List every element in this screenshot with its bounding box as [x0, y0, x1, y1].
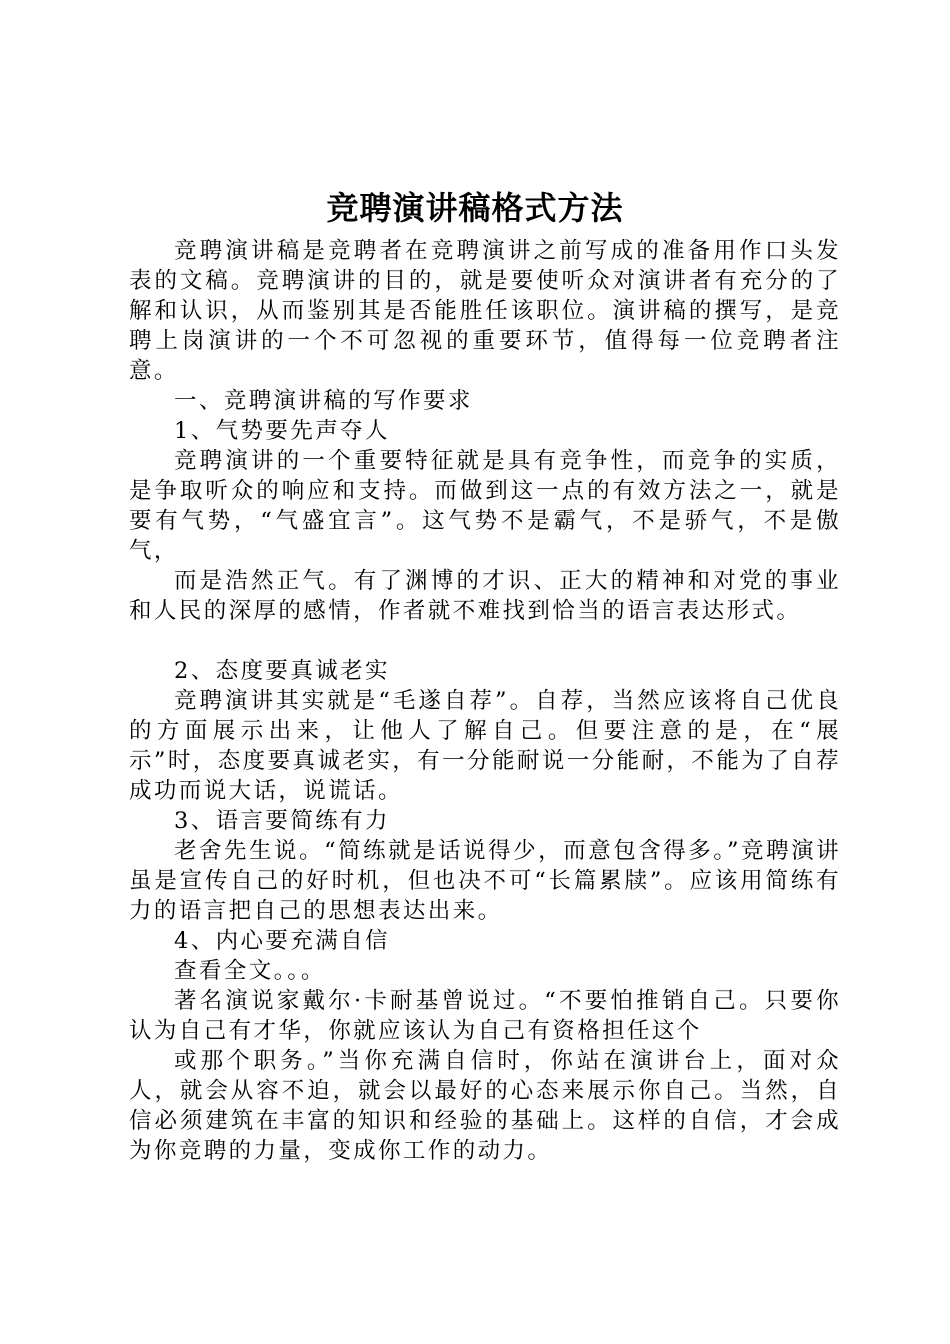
subheading-3: 3、语言要简练有力: [174, 808, 390, 834]
subheading-4: 4、内心要充满自信: [174, 928, 390, 954]
section-heading: 一、竞聘演讲稿的写作要求: [174, 388, 473, 414]
paragraph: 竞聘演讲其实就是“毛遂自荐”。自荐，当然应该将自己优良的方面展示出来，让他人了解自己。但要注意的是，在“展示”时，态度要真诚老实，有一分能耐说一分能耐，不能为了自荐成功而说大话，说谎话。: [129, 688, 841, 804]
paragraph-intro: 竞聘演讲稿是竞聘者在竞聘演讲之前写成的准备用作口头发表的文稿。竞聘演讲的目的，就是要使听众对演讲者有充分的了解和认识，从而鉴别其是否能胜任该职位。演讲稿的撰写，是竞聘上岗演讲的一个不可忽视的重要环节，值得每一位竞聘者注意。: [129, 238, 841, 384]
view-full-text: 查看全文。。。: [174, 958, 326, 984]
paragraph: 竞聘演讲的一个重要特征就是具有竞争性，而竞争的实质，是争取听众的响应和支持。而做到这一点的有效方法之一，就是要有气势，“气盛宜言”。这气势不是霸气，不是骄气，不是傲气，: [129, 448, 841, 564]
paragraph: 著名演说家戴尔·卡耐基曾说过。“不要怕推销自己。只要你认为自己有才华，你就应该认为自己有资格担任这个: [129, 988, 841, 1044]
paragraph: 或那个职务。”当你充满自信时，你站在演讲台上，面对众人，就会从容不迫，就会以最好的心态来展示你自己。当然，自信必须建筑在丰富的知识和经验的基础上。这样的自信，才会成为你竞聘的力量，变成你工作的动力。: [129, 1048, 841, 1164]
paragraph: 老舍先生说。“简练就是话说得少，而意包含得多。”竞聘演讲虽是宣传自己的好时机，但也决不可“长篇累牍”。应该用简练有力的语言把自己的思想表达出来。: [129, 838, 841, 924]
blank-line: [129, 626, 841, 656]
document-title: 竞聘演讲稿格式方法: [326, 189, 624, 227]
paragraph: 而是浩然正气。有了渊博的才识、正大的精神和对党的事业和人民的深厚的感情，作者就不难找到恰当的语言表达形式。: [129, 568, 841, 624]
subheading-1: 1、气势要先声夺人: [174, 418, 390, 444]
subheading-2: 2、态度要真诚老实: [174, 658, 390, 684]
document-body: [129, 236, 841, 1166]
